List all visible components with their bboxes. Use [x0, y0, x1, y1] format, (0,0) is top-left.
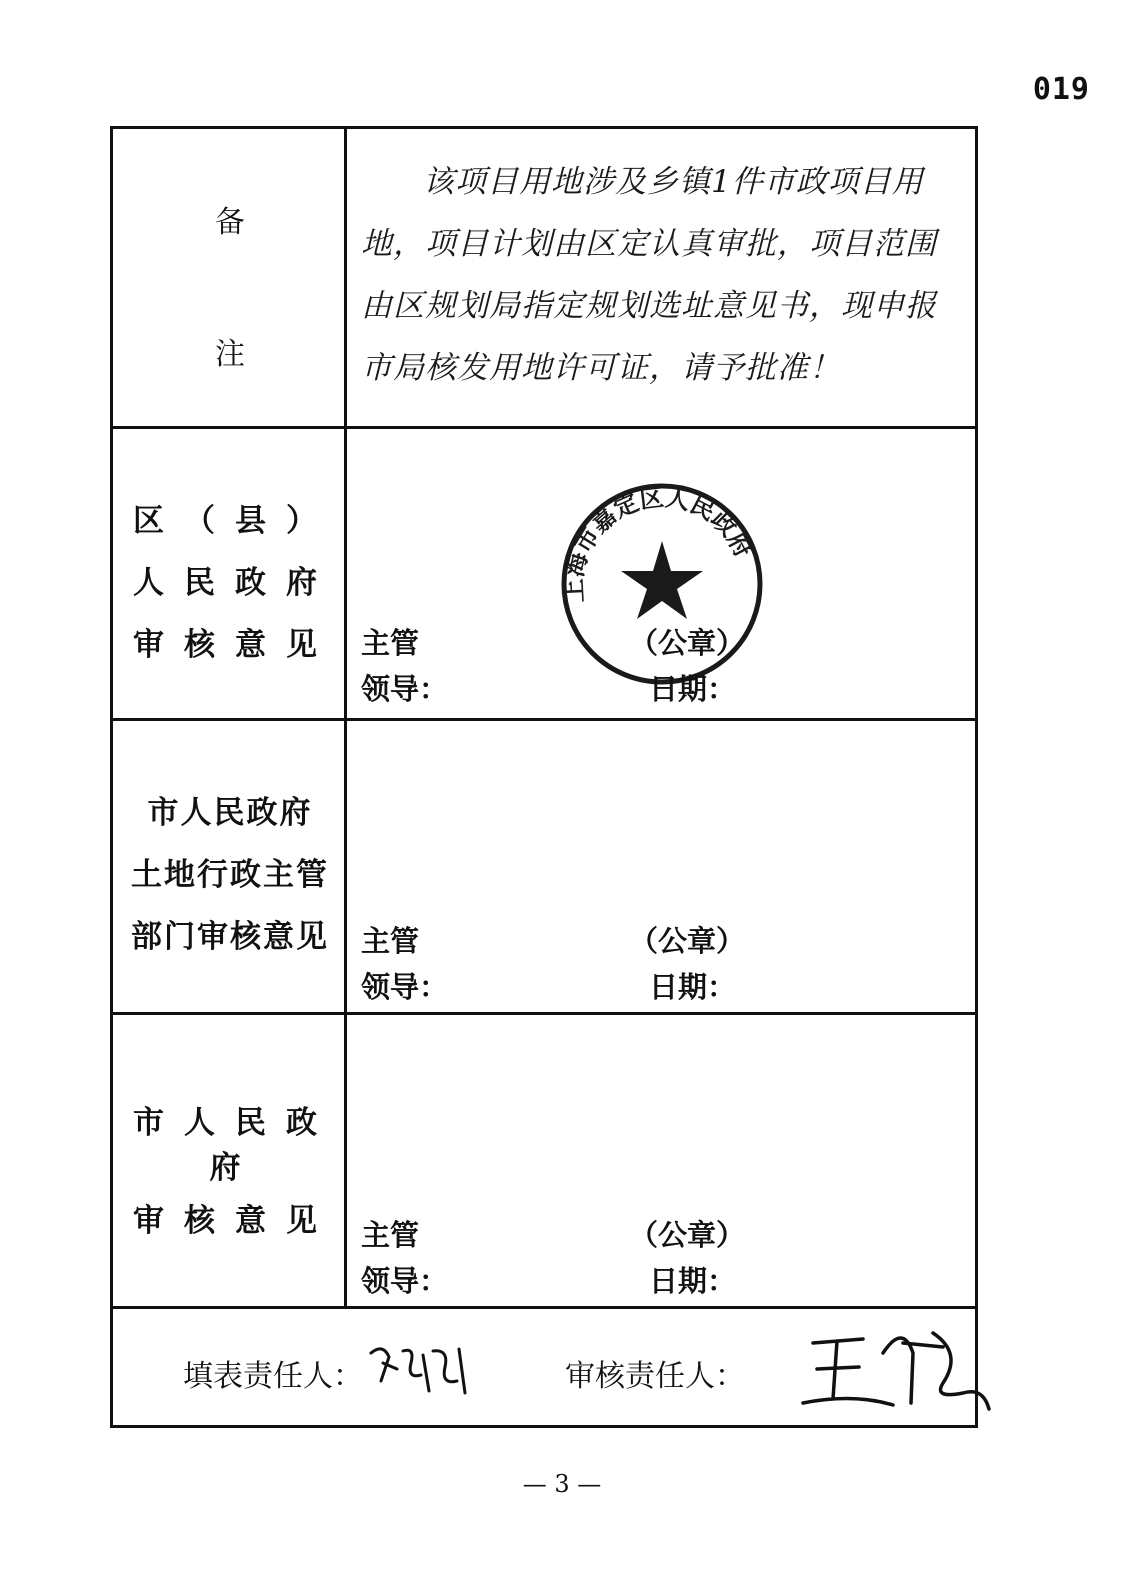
remarks-label-bottom: 注 [215, 337, 245, 372]
district-review-row [113, 429, 975, 721]
filler-label: 填表责任人： [183, 1360, 363, 1393]
city-seal-label: （公章） [629, 1220, 746, 1252]
district-date-label: 日期： [649, 674, 737, 706]
city-date-label: 日期： [649, 1266, 737, 1298]
land-dept-seal-label: （公章） [629, 926, 746, 958]
district-review-label-cell [113, 429, 347, 718]
land-dept-leader-line1: 主管 [361, 926, 420, 958]
district-review-content-cell [347, 429, 975, 718]
filler-signature-image [363, 1333, 483, 1403]
city-review-row [113, 1015, 975, 1309]
remarks-label-top: 备 [215, 205, 245, 240]
land-dept-leader-line2: 领导： [361, 972, 449, 1004]
page-number: 019 [1032, 72, 1090, 107]
reviewer-signature-image [793, 1313, 993, 1423]
city-label-line-1: 市人民政府 [133, 1105, 337, 1186]
city-leader-line2: 领导： [361, 1266, 449, 1298]
page-footer-number: — 3 — [522, 1470, 602, 1498]
remarks-content-cell [347, 129, 975, 426]
city-review-label-cell [113, 1015, 347, 1306]
district-label-line-1: 区（县） [133, 503, 337, 539]
land-dept-review-row [113, 721, 975, 1015]
seal-text: 上海市嘉定区人民政府 [559, 483, 758, 604]
land-dept-label-cell [113, 721, 347, 1012]
approval-form-table [110, 126, 978, 1428]
remarks-handwritten-text: 该项目用地涉及乡镇1件市政项目用地，项目计划由区定认真审批，项目范围由区规划局指定规划选址意见书，现申报市局核发用地许可证，请予批准！ [361, 164, 937, 386]
reviewer-label: 审核责任人： [565, 1360, 745, 1393]
city-leader-line1: 主管 [361, 1220, 420, 1252]
city-review-content-cell [347, 1015, 975, 1306]
land-dept-label-line-2: 土地行政主管 [131, 857, 329, 893]
district-leader-line1: 主管 [361, 628, 420, 660]
remarks-label-cell [113, 129, 347, 426]
district-seal-label: （公章） [629, 628, 746, 660]
seal-star-icon [621, 541, 703, 619]
district-label-line-3: 审核意见 [133, 627, 337, 663]
land-dept-label-line-3: 部门审核意见 [131, 919, 329, 955]
city-label-line-2: 审核意见 [133, 1203, 337, 1239]
land-dept-content-cell [347, 721, 975, 1012]
district-leader-line2: 领导： [361, 674, 449, 706]
remarks-row [113, 129, 975, 429]
land-dept-label-line-1: 市人民政府 [147, 795, 313, 831]
district-label-line-2: 人民政府 [133, 565, 337, 601]
responsible-persons-row [113, 1309, 975, 1425]
land-dept-date-label: 日期： [649, 972, 737, 1004]
